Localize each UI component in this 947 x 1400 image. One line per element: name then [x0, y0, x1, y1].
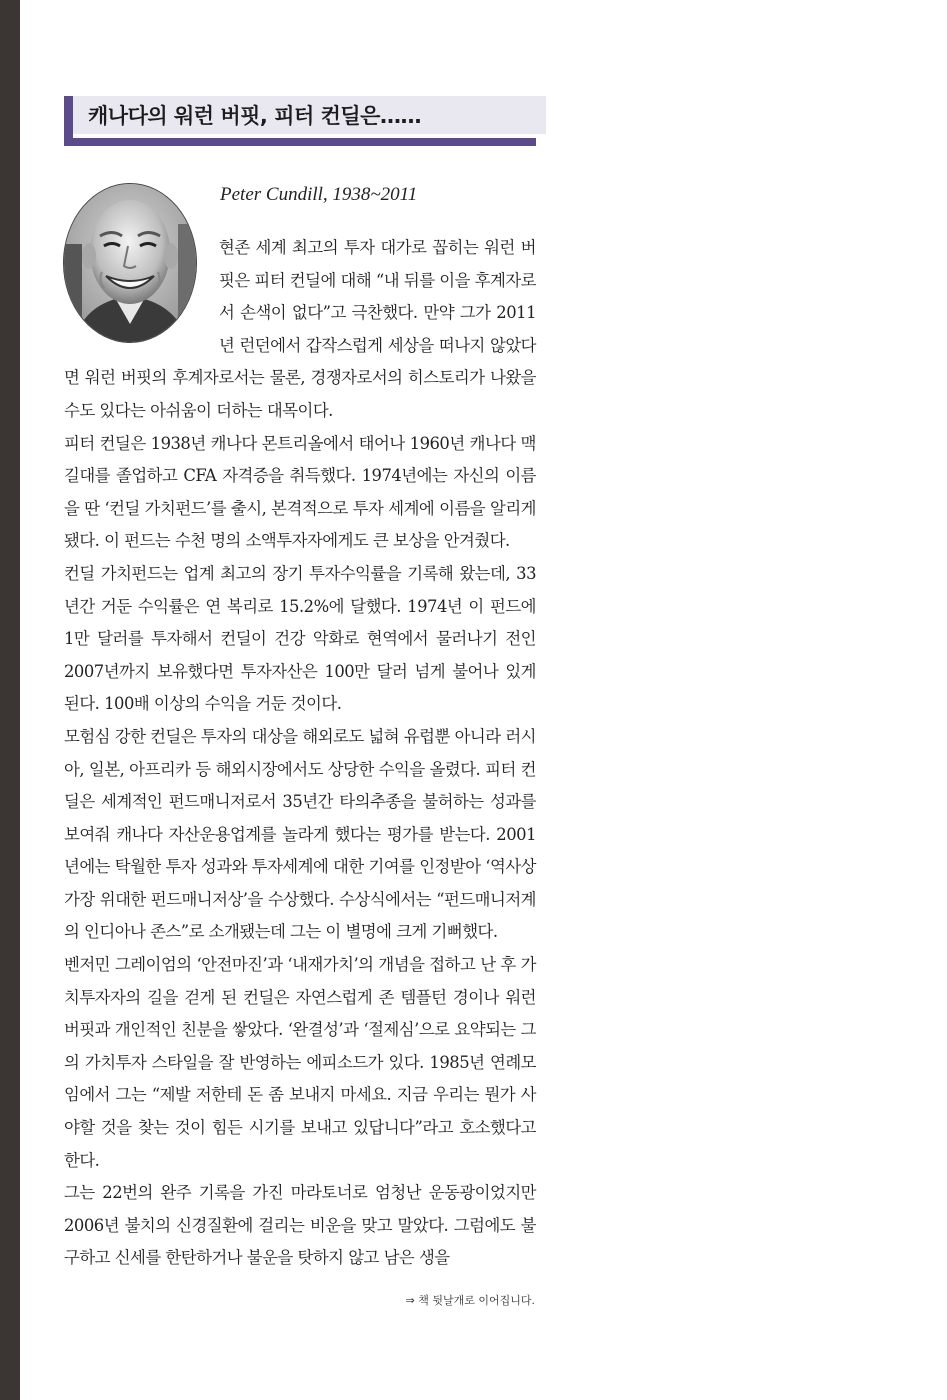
article-body	[64, 232, 536, 1275]
paragraph-2: 피터 컨딜은 1938년 캐나다 몬트리올에서 태어나 1960년 캐나다 맥길대를 졸업하고 CFA 자격증을 취득했다. 1974년에는 자신의 이름을 딴 ‘컨딜 가치펀드’를 출시, 본격적으로 투자 세계에 이름을 알리게 됐다. 이 펀드는 수천 명의 소액투자자에게도 큰 보상을 안겨줬다.	[64, 433, 536, 551]
section-title: 캐나다의 워런 버핏, 피터 컨딜은……	[88, 104, 421, 128]
title-accent-bar	[64, 96, 73, 144]
paragraph-4: 모험심 강한 컨딜은 투자의 대상을 해외로도 넓혀 유럽뿐 아니라 러시아, 일본, 아프리카 등 해외시장에서도 상당한 수익을 올렸다. 피터 컨딜은 세계적인 펀드매니저로서 35년간 타의추종을 불허하는 성과를 보여줘 캐나다 자산운용업계를 놀라게 했다는 평가를 받는다. 2001년에는 탁월한 투자 성과와 투자세계에 대한 기여를 인정받아 ‘역사상 가장 위대한 펀드매니저상’을 수상했다. 수상식에서는 “펀드매니저계의 인디아나 존스”로 소개됐는데 그는 이 별명에 크게 기뻐했다.	[64, 726, 536, 942]
continued-note: ⇒ 책 뒷날개로 이어집니다.	[405, 1294, 535, 1307]
paragraph-1: 현존 세계 최고의 투자 대가로 꼽히는 워런 버핏은 피터 컨딜에 대해 “내 뒤를 이을 후계자로서 손색이 없다”고 극찬했다. 만약 그가 2011년 런던에서 갑작스럽게 세상을 떠나지 않았다면 워런 버핏의 후계자로서는 물론, 경쟁자로서의 히스토리가 나왔을 수도 있다는 아쉬움이 더하는 대목이다.	[64, 238, 536, 420]
paragraph-5: 벤저민 그레이엄의 ‘안전마진’과 ‘내재가치’의 개념을 접하고 난 후 가치투자자의 길을 걷게 된 컨딜은 자연스럽게 존 템플턴 경이나 워런 버핏과 개인적인 친분을 쌓았다. ‘완결성’과 ‘절제심’으로 요약되는 그의 가치투자 스타일을 잘 반영하는 에피소드가 있다. 1985년 연례모임에서 그는 “제발 저한테 돈 좀 보내지 마세요. 지금 우리는 뭔가 사야할 것을 찾는 것이 힘든 시기를 보내고 있답니다”라고 호소했다고 한다.	[64, 955, 536, 1170]
portrait-caption: Peter Cundill, 1938~2011	[220, 184, 418, 205]
paragraph-3: 컨딜 가치펀드는 업계 최고의 장기 투자수익률을 기록해 왔는데, 33년간 거둔 수익률은 연 복리로 15.2%에 달했다. 1974년 이 펀드에 1만 달러를 투자해서 컨딜이 건강 악화로 현역에서 물러나기 전인 2007년까지 보유했다면 투자자산은 100만 달러 넘게 불어나 있게 된다. 100배 이상의 수익을 거둔 것이다.	[64, 563, 536, 714]
title-underline	[64, 138, 536, 146]
paragraph-6: 그는 22번의 완주 기록을 가진 마라토너로 엄청난 운동광이었지만 2006년 불치의 신경질환에 걸리는 비운을 맞고 말았다. 그럼에도 불구하고 신세를 한탄하거나 불운을 탓하지 않고 남은 생을	[64, 1183, 536, 1268]
portrait-wrap-space	[64, 232, 219, 360]
book-spine-edge	[0, 0, 20, 1400]
